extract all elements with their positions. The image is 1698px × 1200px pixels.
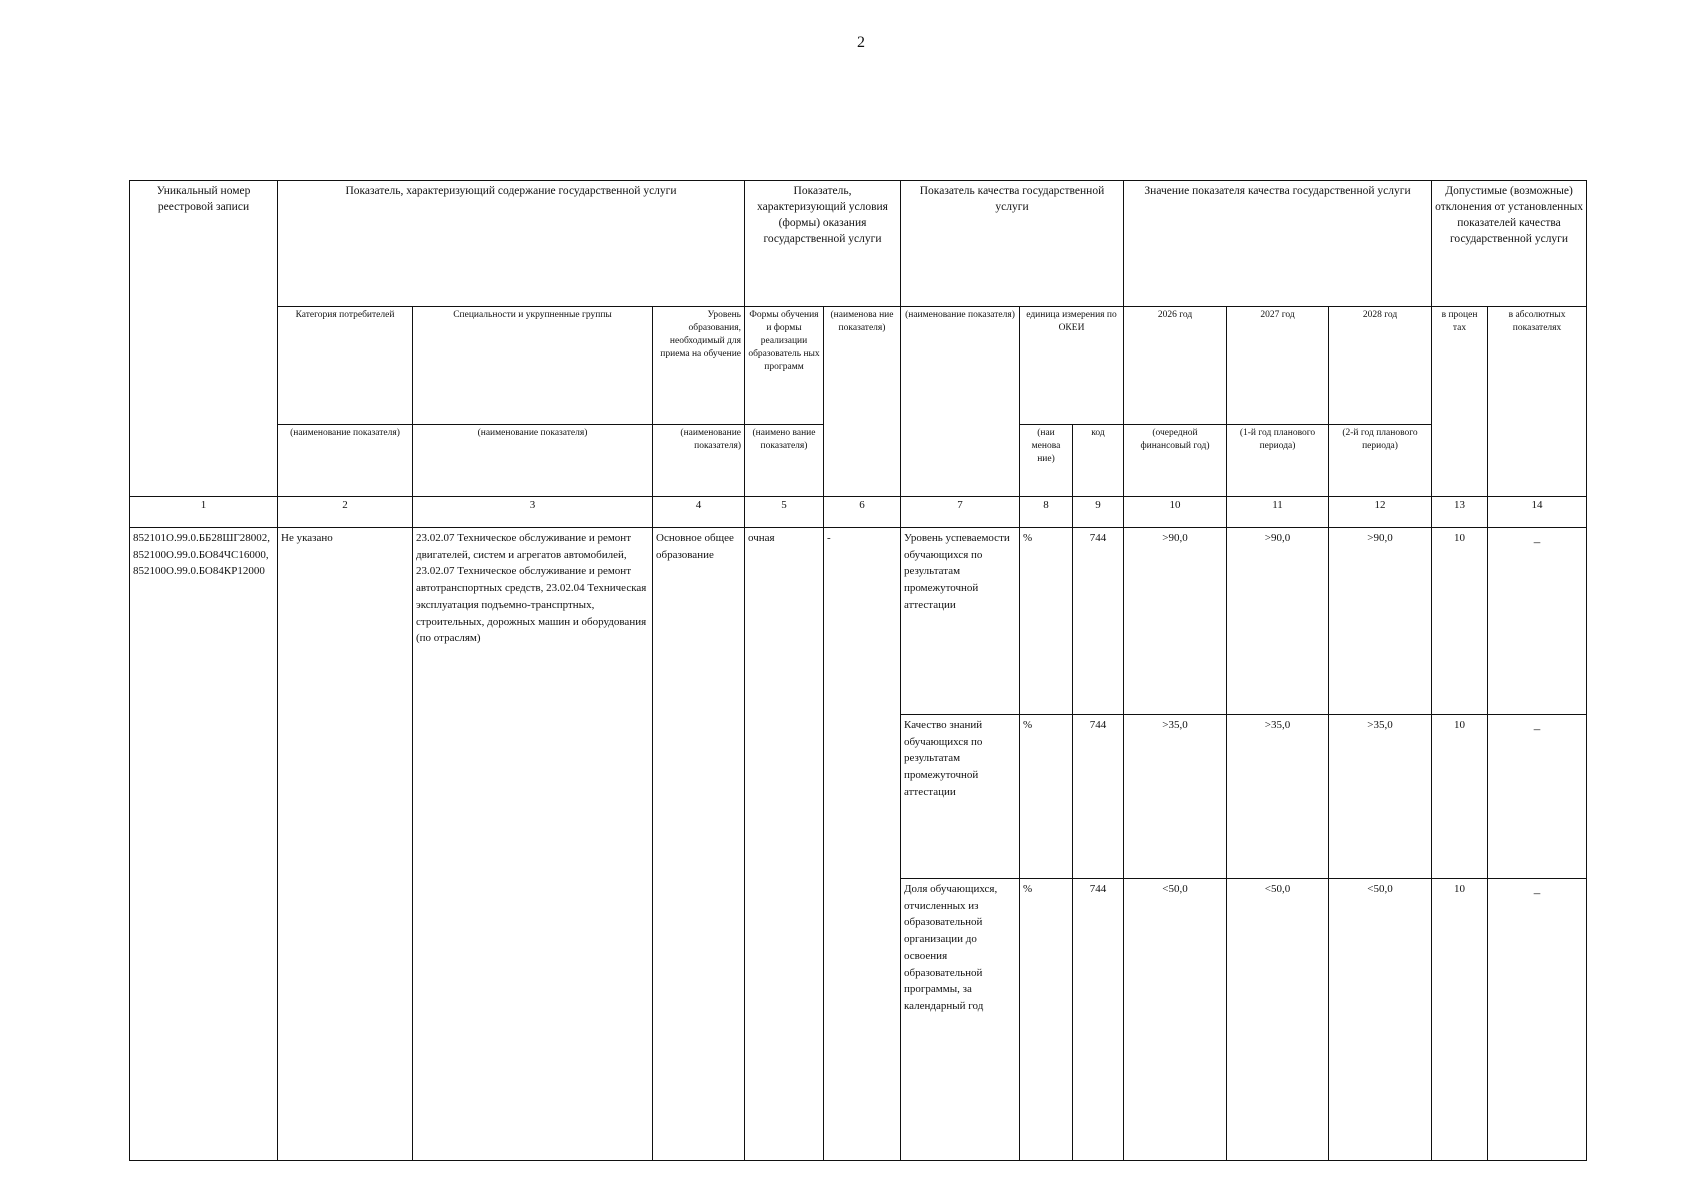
- column-numbers-row: [130, 497, 1587, 528]
- column-number: 14: [1488, 497, 1587, 528]
- indicator-unit: %: [1020, 879, 1073, 1161]
- header-name-col3: (наименование показателя): [413, 425, 653, 497]
- consumer-category: Не указано: [278, 528, 413, 1161]
- header-unit-name: (наи менова ние): [1020, 425, 1073, 497]
- header-period-2027: (1-й год планового периода): [1227, 425, 1329, 497]
- header-education-level: Уровень образования, необходимый для приема на обучение: [653, 307, 745, 425]
- deviation-percent: 10: [1432, 528, 1488, 715]
- value-2028: <50,0: [1329, 879, 1432, 1161]
- header-unit-okei: единица измерения по ОКЕИ: [1020, 307, 1124, 425]
- column-number: 7: [901, 497, 1020, 528]
- header-deviations: Допустимые (возможные) отклонения от установленных показателей качества государственной услуги: [1432, 181, 1587, 307]
- study-form: очная: [745, 528, 824, 1161]
- header-specialties: Специальности и укрупненные группы: [413, 307, 653, 425]
- header-conditions-indicator: Показатель, характеризующий условия (формы) оказания государственной услуги: [745, 181, 901, 307]
- indicator-name: Доля обучающихся, отчисленных из образовательной организации до освоения образовательной программы, за календарный год: [901, 879, 1020, 1161]
- header-name-col5: (наимено вание показателя): [745, 425, 824, 497]
- indicator-code: 744: [1073, 715, 1124, 879]
- value-2027: >35,0: [1227, 715, 1329, 879]
- column-number: 1: [130, 497, 278, 528]
- value-2027: >90,0: [1227, 528, 1329, 715]
- column-number: 10: [1124, 497, 1227, 528]
- header-quality-value: Значение показателя качества государственной услуги: [1124, 181, 1432, 307]
- value-2026: >90,0: [1124, 528, 1227, 715]
- table-row: [130, 528, 1587, 715]
- column-number: 11: [1227, 497, 1329, 528]
- deviation-absolute: –: [1488, 528, 1587, 715]
- header-name-col2: (наименование показателя): [278, 425, 413, 497]
- indicator-code: 744: [1073, 528, 1124, 715]
- indicator-unit: %: [1020, 528, 1073, 715]
- column-number: 6: [824, 497, 901, 528]
- column-number: 12: [1329, 497, 1432, 528]
- header-quality-indicator: Показатель качества государственной услуги: [901, 181, 1124, 307]
- header-name-col4: (наименование показателя): [653, 425, 745, 497]
- column-number: 5: [745, 497, 824, 528]
- header-year-2026: 2026 год: [1124, 307, 1227, 425]
- indicator-code: 744: [1073, 879, 1124, 1161]
- header-indicator-name-6: (наименова ние показателя): [824, 307, 901, 497]
- header-in-absolute: в абсолютных показателях: [1488, 307, 1587, 497]
- header-indicator-name-7: (наименование показателя): [901, 307, 1020, 497]
- specialties: 23.02.07 Техническое обслуживание и ремонт двигателей, систем и агрегатов автомобилей, 23.02.07 Техническое обслуживание и ремонт автотранспортных средств, 23.02.04 Техническая эксплуатация подъемно-транспртных, строительных, дорожных машин и оборудования (по отраслям): [413, 528, 653, 1161]
- page-number: 2: [857, 34, 865, 51]
- value-2028: >35,0: [1329, 715, 1432, 879]
- indicator-name: Качество знаний обучающихся по результатам промежуточной аттестации: [901, 715, 1020, 879]
- column-number: 2: [278, 497, 413, 528]
- registry-numbers: 852101О.99.0.ББ28ШГ28002, 852100О.99.0.БО84ЧС16000, 852100О.99.0.БО84КР12000: [130, 528, 278, 1161]
- deviation-absolute: –: [1488, 715, 1587, 879]
- value-2026: >35,0: [1124, 715, 1227, 879]
- service-quality-table: [129, 180, 1587, 1161]
- deviation-absolute: –: [1488, 879, 1587, 1161]
- value-2026: <50,0: [1124, 879, 1227, 1161]
- header-unique-number: Уникальный номер реестровой записи: [130, 181, 278, 497]
- header-consumer-category: Категория потребителей: [278, 307, 413, 425]
- column-number: 13: [1432, 497, 1488, 528]
- indicator-unit: %: [1020, 715, 1073, 879]
- header-content-indicator: Показатель, характеризующий содержание государственной услуги: [278, 181, 745, 307]
- education-level: Основное общее образование: [653, 528, 745, 1161]
- column-number: 8: [1020, 497, 1073, 528]
- header-period-2028: (2-й год планового периода): [1329, 425, 1432, 497]
- header-period-2026: (очередной финансовый год): [1124, 425, 1227, 497]
- value-2028: >90,0: [1329, 528, 1432, 715]
- deviation-percent: 10: [1432, 715, 1488, 879]
- indicator-name: Уровень успеваемости обучающихся по результатам промежуточной аттестации: [901, 528, 1020, 715]
- header-year-2028: 2028 год: [1329, 307, 1432, 425]
- header-year-2027: 2027 год: [1227, 307, 1329, 425]
- header-study-forms: Формы обучения и формы реализации образователь ных программ: [745, 307, 824, 425]
- column-number: 3: [413, 497, 653, 528]
- col6-value: -: [824, 528, 901, 1161]
- deviation-percent: 10: [1432, 879, 1488, 1161]
- header-unit-code: код: [1073, 425, 1124, 497]
- header-in-percent: в процен тах: [1432, 307, 1488, 497]
- value-2027: <50,0: [1227, 879, 1329, 1161]
- column-number: 4: [653, 497, 745, 528]
- column-number: 9: [1073, 497, 1124, 528]
